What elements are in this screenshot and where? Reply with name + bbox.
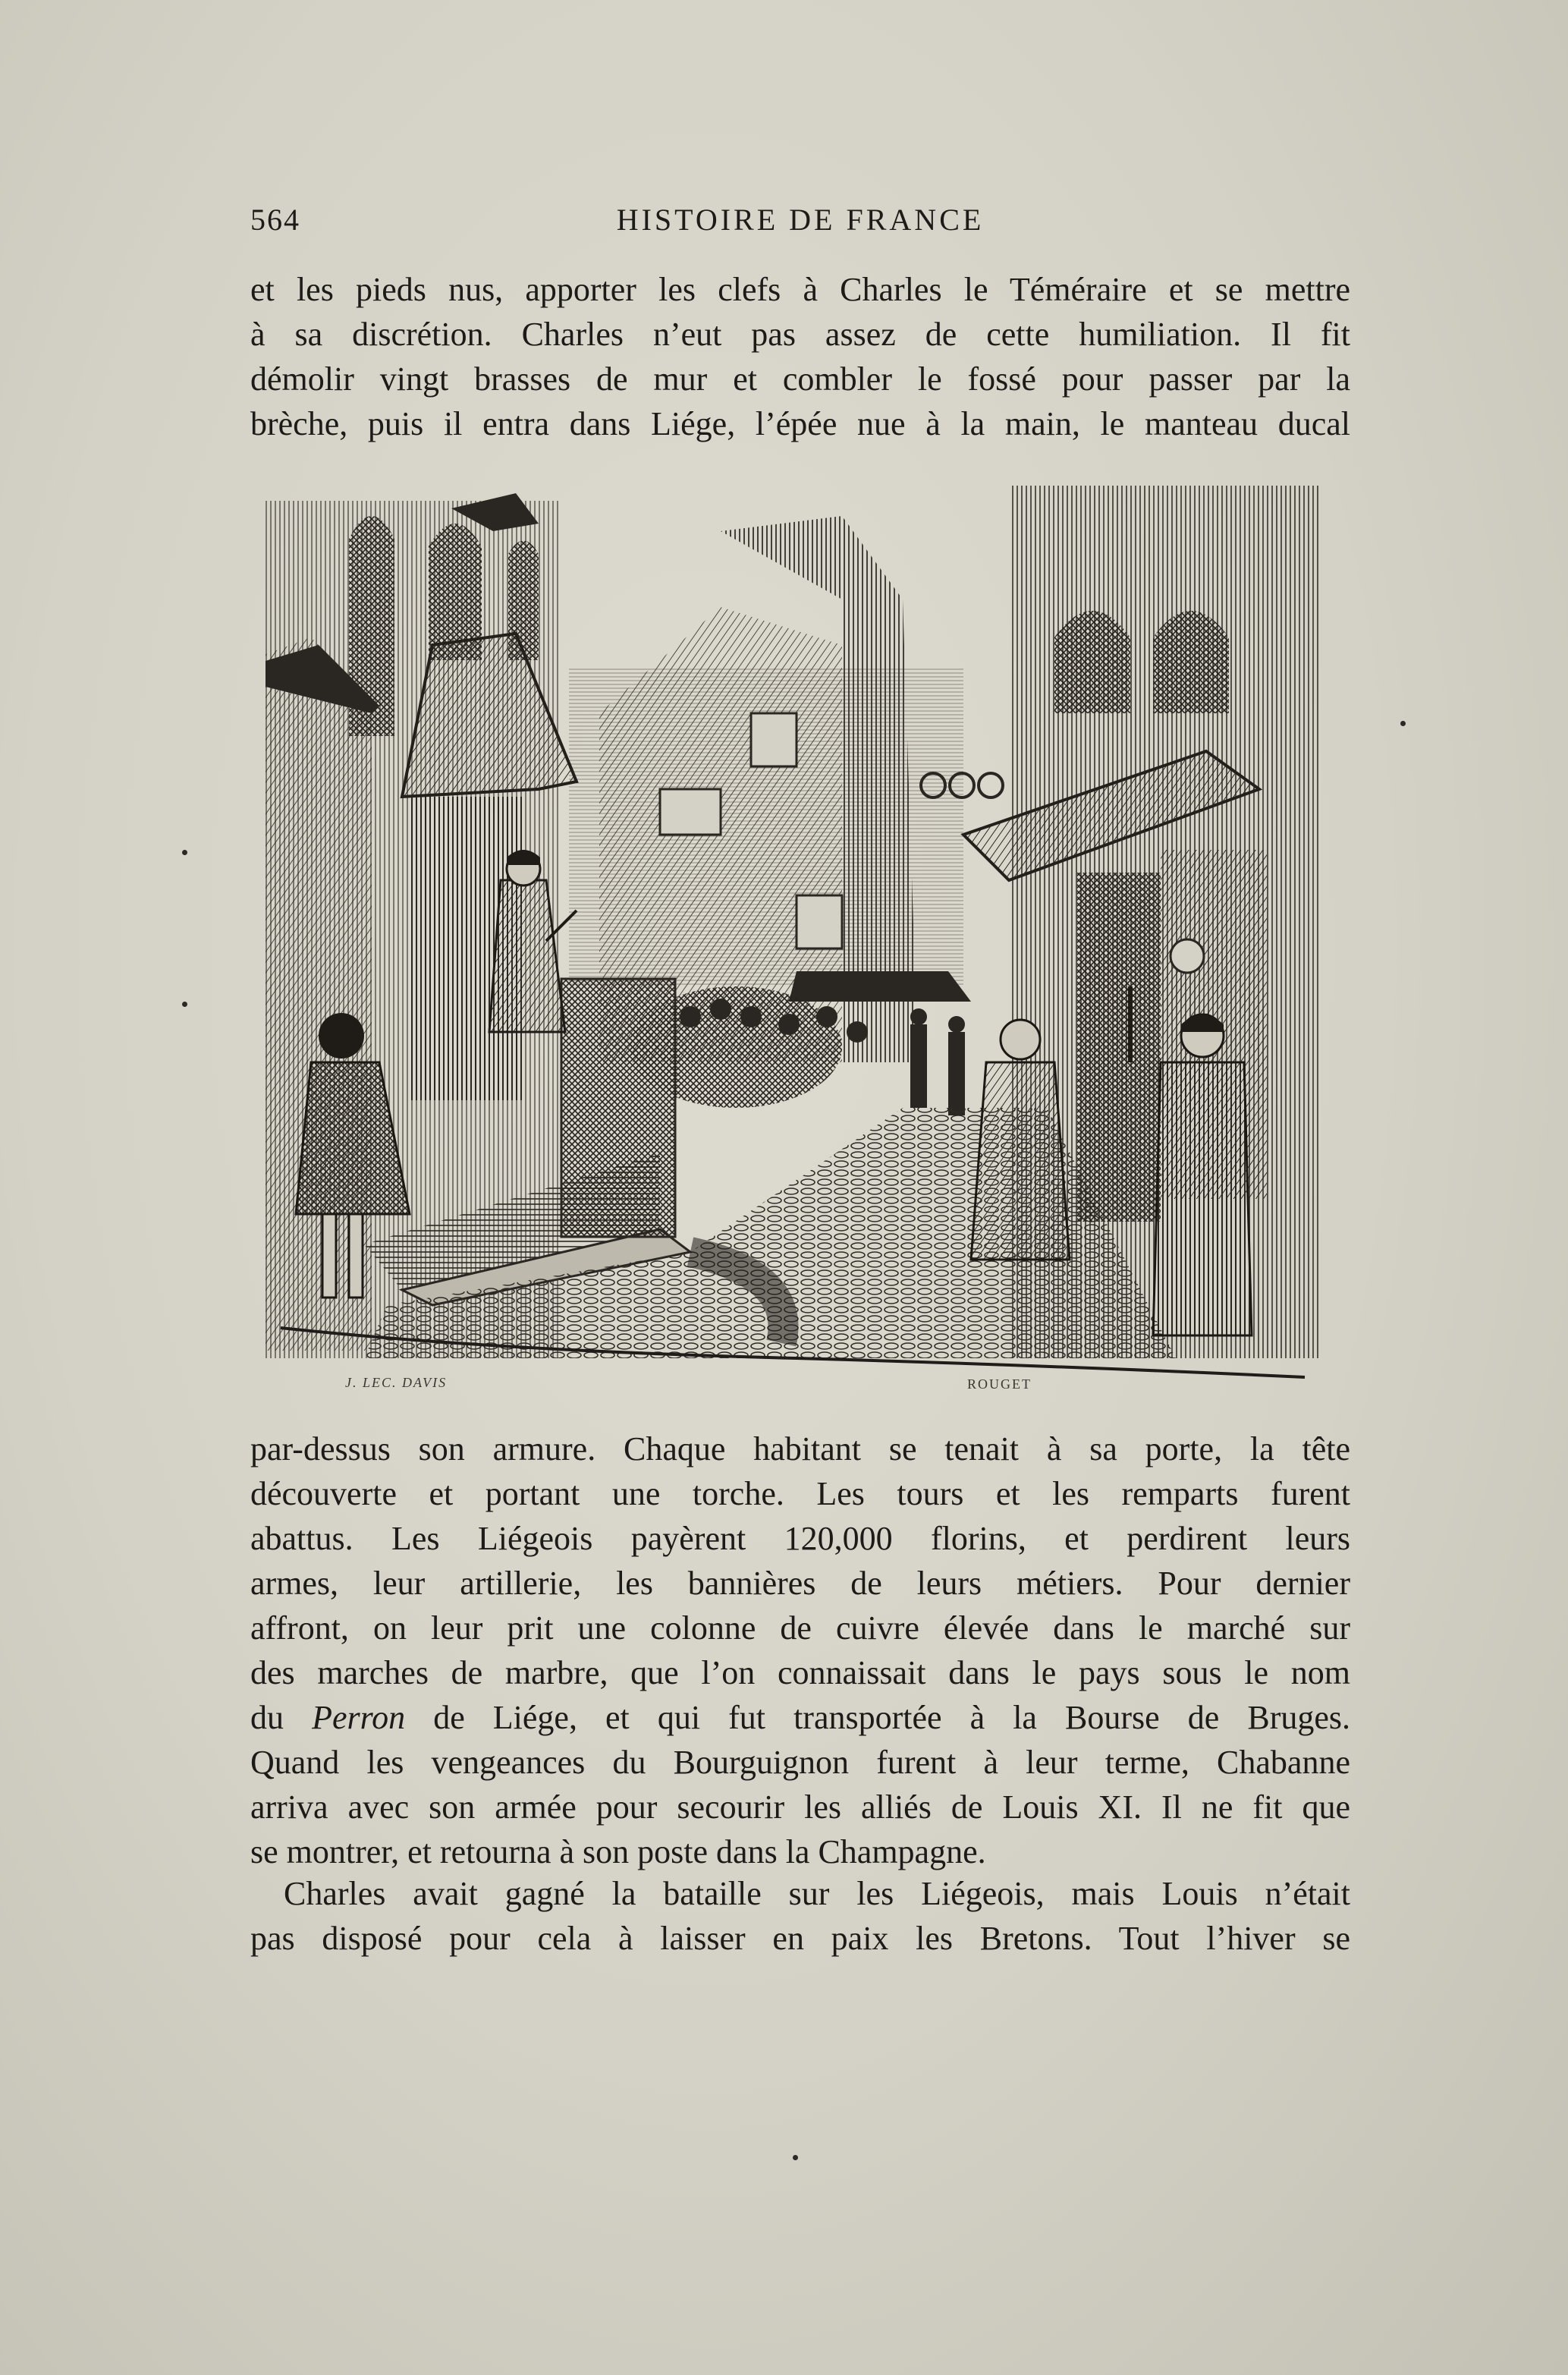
text-line	[250, 1695, 1350, 1740]
text-line: armes, leur artillerie, les bannières de leurs métiers. Pour dernier	[250, 1565, 1350, 1602]
text-line: Charles avait gagné la bataille sur les Liégeois, mais Louis n’était	[284, 1875, 1350, 1912]
page-number: 564	[250, 203, 300, 237]
paragraph-bottom	[250, 1871, 1350, 1961]
paragraph-middle	[250, 1427, 1350, 1874]
engraver-credit: J. LEC. DAVIS	[345, 1375, 448, 1390]
paragraph-top	[250, 267, 1350, 446]
print-speck	[793, 2155, 798, 2160]
text-line: Quand les vengeances du Bourguignon furent à leur terme, Chabanne	[250, 1744, 1350, 1781]
text-fragment: du	[250, 1699, 284, 1736]
print-speck	[182, 850, 187, 855]
engraving-illustration	[266, 486, 1320, 1396]
print-speck	[1400, 721, 1406, 726]
text-line: démolir vingt brasses de mur et combler le fossé pour passer par la	[250, 360, 1350, 398]
text-line: par-dessus son armure. Chaque habitant se tenait à sa porte, la tête	[250, 1430, 1350, 1467]
text-line: se montrer, et retourna à son poste dans la Champagne.	[250, 1833, 986, 1870]
text-line: découverte et portant une torche. Les tours et les remparts furent	[250, 1475, 1350, 1512]
text-fragment: de Liége, et qui fut transportée à la Bourse de Bruges.	[433, 1699, 1351, 1736]
text-line: arriva avec son armée pour secourir les alliés de Louis XI. Il ne fit que	[250, 1788, 1350, 1826]
text-line: affront, on leur prit une colonne de cuivre élevée dans le marché sur	[250, 1609, 1350, 1647]
text-line: des marches de marbre, que l’on connaissait dans le pays sous le nom	[250, 1654, 1350, 1691]
text-line: brèche, puis il entra dans Liége, l’épée nue à la main, le manteau ducal	[250, 405, 1350, 442]
running-title: HISTOIRE DE FRANCE	[616, 203, 985, 237]
print-speck	[182, 1002, 187, 1007]
artist-credit: ROUGET	[967, 1376, 1032, 1392]
running-head	[250, 196, 1350, 241]
italic-term: Perron	[312, 1699, 406, 1736]
text-line: abattus. Les Liégeois payèrent 120,000 florins, et perdirent leurs	[250, 1520, 1350, 1557]
text-line: à sa discrétion. Charles n’eut pas assez de cette humiliation. Il fit	[250, 316, 1350, 353]
text-line: pas disposé pour cela à laisser en paix les Bretons. Tout l’hiver se	[250, 1920, 1350, 1957]
text-line: et les pieds nus, apporter les clefs à Charles le Téméraire et se mettre	[250, 271, 1350, 308]
